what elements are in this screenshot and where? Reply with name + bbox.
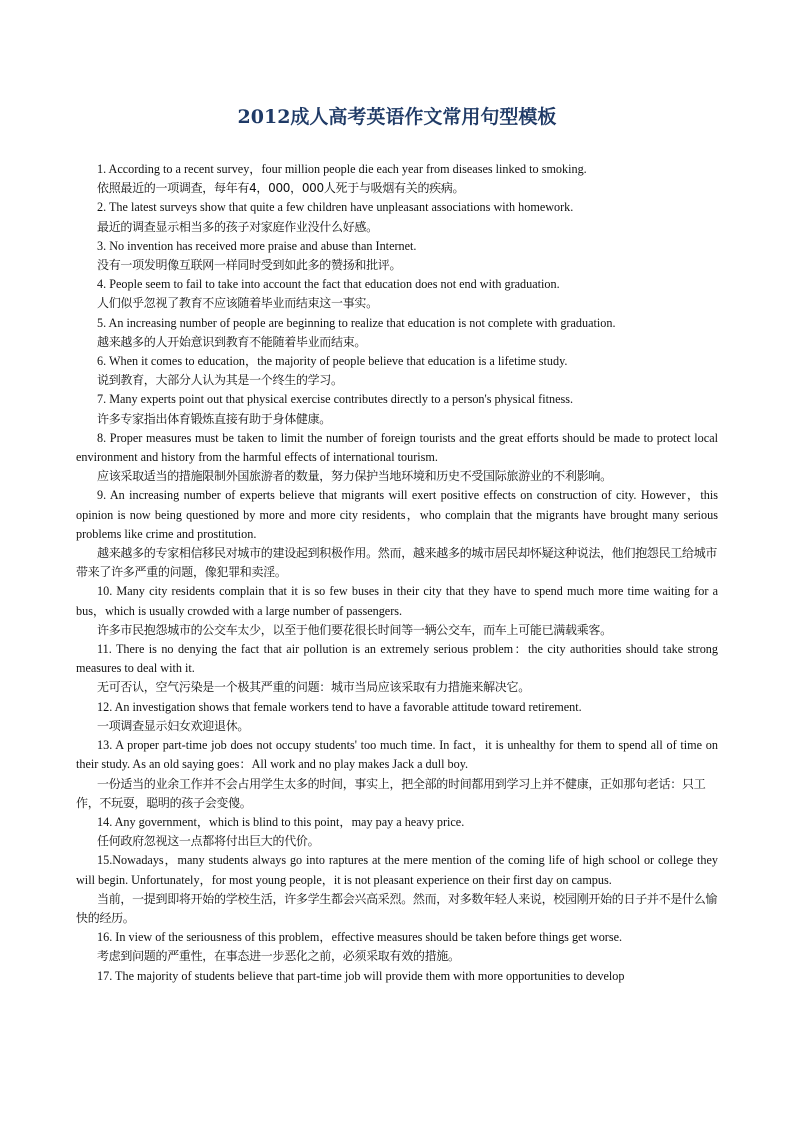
chinese-translation: 无可否认，空气污染是一个极其严重的问题：城市当局应该采取有力措施来解决它。: [97, 680, 530, 695]
english-sentence: 13. A proper part-time job does not occupy students' too much time. In fact，it is unhealthy for them to spend all of time on their study. As an old saying goes：All work and no play makes Jack a dull boy.: [76, 738, 718, 772]
sentence-item-12: [76, 698, 718, 736]
english-sentence: 8. Proper measures must be taken to limit the number of foreign tourists and the great efforts should be made to protect local environment and history from the harmful effects of international tourism.: [76, 430, 718, 465]
chinese-translation: 任何政府忽视这一点都将付出巨大的代价。: [97, 834, 320, 849]
sentence-item-7: [76, 390, 718, 428]
sentence-item-17: [76, 967, 718, 986]
english-sentence: 15.Nowadays，many students always go into raptures at the mere mention of the coming life of high school or college they will begin. Unfortunately，for most young people，it is not pleasant experience on their first day on campus.: [76, 853, 718, 887]
sentence-item-4: [76, 275, 718, 313]
sentence-item-10: [76, 582, 718, 640]
sentence-item-5: [76, 314, 718, 352]
chinese-translation: 依照最近的一项调查，每年有4，000，000人死于与吸烟有关的疾病。: [97, 181, 465, 196]
chinese-translation: 越来越多的人开始意识到教育不能随着毕业而结束。: [97, 334, 367, 349]
sentence-item-15: [76, 851, 718, 928]
chinese-translation: 一项调查显示妇女欢迎退休。: [97, 718, 250, 733]
chinese-translation: 应该采取适当的措施限制外国旅游者的数量，努力保护当地环境和历史不受国际旅游业的不利影响。: [97, 469, 612, 484]
document-title: 2012成人高考英语作文常用句型模板: [237, 106, 557, 128]
english-sentence: 14. Any government，which is blind to this point，may pay a heavy price.: [97, 814, 465, 829]
chinese-translation: 最近的调查显示相当多的孩子对家庭作业没什么好感。: [97, 219, 378, 234]
english-sentence: 4. People seem to fail to take into account the fact that education does not end with graduation.: [97, 277, 560, 292]
sentence-item-2: [76, 198, 718, 236]
english-sentence: 9. An increasing number of experts believe that migrants will exert positive effects on construction of city. However，this opinion is now being questioned by more and more city residents，who complain that the migrants have brought many serious problems like crime and prostitution.: [76, 488, 718, 541]
english-sentence: 12. An investigation shows that female workers tend to have a favorable attitude toward retirement.: [97, 699, 582, 714]
sentence-item-3: [76, 237, 718, 275]
sentence-item-6: [76, 352, 718, 390]
english-sentence: 17. The majority of students believe that part-time job will provide them with more opportunities to develop: [97, 968, 625, 983]
chinese-translation: 许多市民抱怨城市的公交车太少，以至于他们要花很长时间等一辆公交车，而车上可能已满载乘客。: [97, 622, 612, 637]
english-sentence: 2. The latest surveys show that quite a few children have unpleasant associations with homework.: [97, 200, 574, 215]
chinese-translation: 考虑到问题的严重性，在事态进一步恶化之前，必须采取有效的措施。: [97, 949, 460, 964]
chinese-translation: 一份适当的业余工作并不会占用学生太多的时间，事实上，把全部的时间都用到学习上并不健康，正如那句老话：只工作，不玩耍，聪明的孩子会变傻。: [76, 776, 706, 810]
chinese-translation: 当前，一提到即将开始的学校生活，许多学生都会兴高采烈。然而，对多数年轻人来说，校园刚开始的日子并不是什么愉快的经历。: [76, 891, 718, 925]
chinese-translation: 越来越多的专家相信移民对城市的建设起到积极作用。然而，越来越多的城市居民却怀疑这种说法，他们抱怨民工给城市带来了许多严重的问题，像犯罪和卖淫。: [76, 546, 718, 580]
english-sentence: 16. In view of the seriousness of this problem，effective measures should be taken before things get worse.: [97, 930, 623, 945]
sentence-item-13: [76, 736, 718, 813]
english-sentence: 1. According to a recent survey，four million people die each year from diseases linked to smoking.: [97, 162, 587, 176]
chinese-translation: 许多专家指出体育锻炼直接有助于身体健康。: [97, 411, 332, 426]
sentence-item-8: [76, 429, 718, 487]
sentence-item-9: [76, 486, 718, 582]
english-sentence: 6. When it comes to education，the majority of people believe that education is a lifetime study.: [97, 354, 568, 369]
sentence-item-1: [76, 160, 718, 198]
sentence-item-14: [76, 813, 718, 851]
chinese-translation: 人们似乎忽视了教育不应该随着毕业而结束这一事实。: [97, 296, 378, 311]
sentence-item-16: [76, 928, 718, 966]
sentence-item-11: [76, 640, 718, 698]
english-sentence: 7. Many experts point out that physical exercise contributes directly to a person's physical fitness.: [97, 392, 574, 407]
english-sentence: 5. An increasing number of people are beginning to realize that education is not complete with graduation.: [97, 315, 616, 330]
sentence-list: [76, 160, 718, 986]
english-sentence: 3. No invention has received more praise and abuse than Internet.: [97, 238, 417, 253]
chinese-translation: 说到教育，大部分人认为其是一个终生的学习。: [97, 373, 343, 388]
english-sentence: 10. Many city residents complain that it is so few buses in their city that they have to spend much more time waiting for a bus，which is usually crowded with a large number of passengers.: [76, 584, 718, 618]
english-sentence: 11. There is no denying the fact that air pollution is an extremely serious problem：the city authorities should take strong measures to deal with it.: [76, 642, 718, 676]
chinese-translation: 没有一项发明像互联网一样同时受到如此多的赞扬和批评。: [97, 258, 402, 273]
